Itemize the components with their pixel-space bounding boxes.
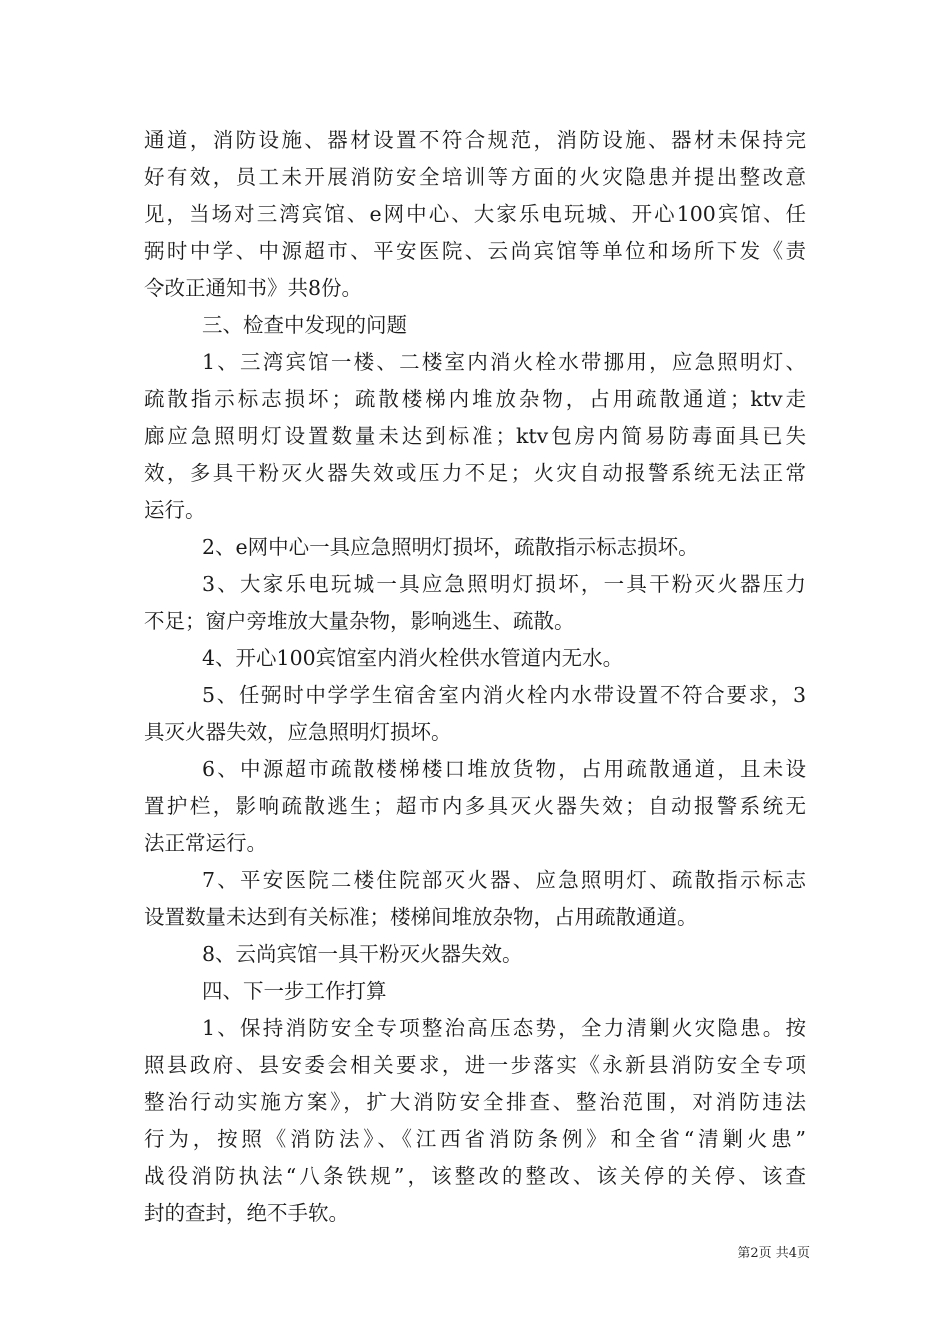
text-line: 通道，消防设施、器材设置不符合规范，消防设施、器材未保持完 [144, 128, 806, 152]
text-line: 照县政府、县安委会相关要求，进一步落实《永新县消防安全专项 [144, 1053, 806, 1077]
text-line: 6、中源超市疏散楼梯楼口堆放货物，占用疏散通道，且未设 [202, 757, 806, 781]
text-line: 好有效，员工未开展消防安全培训等方面的火灾隐患并提出整改意 [144, 165, 806, 189]
text-line: 1、保持消防安全专项整治高压态势，全力清剿火灾隐患。按 [202, 1016, 806, 1040]
page-number: 第2页 共4页 [737, 1246, 810, 1261]
text-line: 见，当场对三湾宾馆、e网中心、大家乐电玩城、开心100宾馆、任 [144, 202, 806, 226]
text-line: 整治行动实施方案》，扩大消防安全排查、整治范围，对消防违法 [144, 1090, 806, 1114]
text-line: 行为，按照《消防法》、《江西省消防条例》和全省“清剿火患” [144, 1127, 806, 1151]
text-line: 战役消防执法“八条铁规”，该整改的整改、该关停的关停、该查 [144, 1164, 806, 1188]
text-line: 1、三湾宾馆一楼、二楼室内消火栓水带挪用，应急照明灯、 [202, 350, 806, 374]
text-line: 效，多具干粉灭火器失效或压力不足；火灾自动报警系统无法正常 [144, 461, 806, 485]
text-line: 4、开心100宾馆室内消火栓供水管道内无水。 [202, 646, 624, 670]
text-line: 具灭火器失效，应急照明灯损坏。 [144, 720, 452, 744]
text-line: 弼时中学、中源超市、平安医院、云尚宾馆等单位和场所下发《责 [144, 239, 806, 263]
text-line: 8、云尚宾馆一具干粉灭火器失效。 [202, 942, 523, 966]
text-line: 5、任弼时中学学生宿舍室内消火栓内水带设置不符合要求，3 [202, 683, 806, 707]
text-line: 2、e网中心一具应急照明灯损坏，疏散指示标志损坏。 [202, 535, 699, 559]
text-line: 7、平安医院二楼住院部灭火器、应急照明灯、疏散指示标志 [202, 868, 806, 892]
text-line: 封的查封，绝不手软。 [144, 1201, 349, 1225]
text-line: 令改正通知书》共8份。 [144, 276, 363, 300]
section-heading: 三、检查中发现的问题 [202, 313, 407, 337]
text-line: 不足；窗户旁堆放大量杂物，影响逃生、疏散。 [144, 609, 575, 633]
text-line: 廊应急照明灯设置数量未达到标准；ktv包房内简易防毒面具已失 [144, 424, 806, 448]
text-line: 疏散指示标志损坏；疏散楼梯内堆放杂物，占用疏散通道；ktv走 [144, 387, 806, 411]
text-line: 法正常运行。 [144, 831, 267, 855]
text-line: 设置数量未达到有关标准；楼梯间堆放杂物，占用疏散通道。 [144, 905, 698, 929]
text-line: 3、大家乐电玩城一具应急照明灯损坏，一具干粉灭火器压力 [202, 572, 806, 596]
section-heading: 四、下一步工作打算 [202, 979, 387, 1003]
text-line: 置护栏，影响疏散逃生；超市内多具灭火器失效；自动报警系统无 [144, 794, 806, 818]
text-line: 运行。 [144, 498, 206, 522]
